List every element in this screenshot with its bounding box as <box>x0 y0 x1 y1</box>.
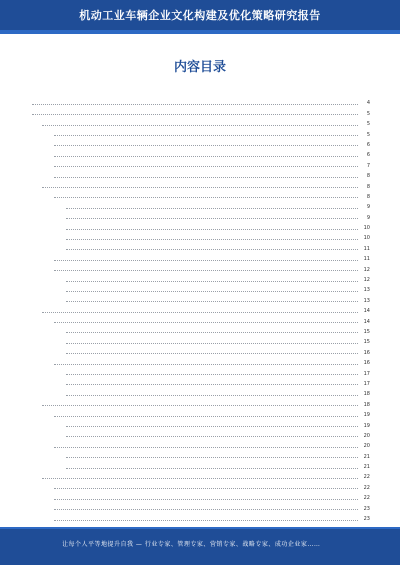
toc-page-number: 12 <box>363 277 370 284</box>
toc-leader-dots <box>54 135 358 136</box>
toc-entry[interactable] <box>30 501 370 511</box>
toc-entry[interactable] <box>30 138 370 148</box>
toc-page-number: 18 <box>363 391 370 398</box>
toc-leader-dots <box>54 509 358 510</box>
toc-leader-dots <box>66 374 358 375</box>
toc-entry[interactable] <box>30 273 370 283</box>
toc-page-number: 6 <box>366 152 370 159</box>
toc-leader-dots <box>54 145 358 146</box>
toc-page-number: 4 <box>366 100 370 107</box>
toc-entry[interactable] <box>30 283 370 293</box>
toc-leader-dots <box>42 125 358 126</box>
toc-entry[interactable] <box>30 127 370 137</box>
toc-leader-dots <box>42 312 358 313</box>
toc-entry[interactable] <box>30 221 370 231</box>
toc-entry[interactable] <box>30 491 370 501</box>
toc-page-number: 9 <box>366 204 370 211</box>
toc-leader-dots <box>54 416 358 417</box>
toc-leader-dots <box>66 281 358 282</box>
toc-entry[interactable] <box>30 366 370 376</box>
toc-entry[interactable] <box>30 449 370 459</box>
toc-entry[interactable] <box>30 96 370 106</box>
toc-leader-dots <box>66 343 358 344</box>
toc-leader-dots <box>54 364 358 365</box>
toc-page-number: 17 <box>363 380 370 387</box>
toc-page-number: 11 <box>363 256 370 263</box>
document-header <box>0 0 400 30</box>
document-footer <box>0 527 400 565</box>
toc-leader-dots <box>66 218 358 219</box>
toc-leader-dots <box>54 177 358 178</box>
toc-page-number: 6 <box>366 141 370 148</box>
toc-entry[interactable] <box>30 314 370 324</box>
toc-page-number: 11 <box>363 245 370 252</box>
toc-page-number: 19 <box>363 422 370 429</box>
toc-page-number: 22 <box>363 495 370 502</box>
toc-entry[interactable] <box>30 356 370 366</box>
toc-entry[interactable] <box>30 179 370 189</box>
toc-page-number: 21 <box>363 464 370 471</box>
toc-page-number: 10 <box>363 225 370 232</box>
toc-page-number: 8 <box>366 173 370 180</box>
toc-leader-dots <box>54 156 358 157</box>
toc-page <box>30 36 370 522</box>
document-title: 机动工业车辆企业文化构建及优化策略研究报告 <box>79 9 321 22</box>
toc-leader-dots <box>66 436 358 437</box>
toc-entry[interactable] <box>30 293 370 303</box>
toc-entry[interactable] <box>30 200 370 210</box>
toc-leader-dots <box>66 332 358 333</box>
toc-entry[interactable] <box>30 190 370 200</box>
toc-entry[interactable] <box>30 241 370 251</box>
toc-page-number: 19 <box>363 412 370 419</box>
toc-entry[interactable] <box>30 345 370 355</box>
toc-page-number: 5 <box>366 131 370 138</box>
toc-entry[interactable] <box>30 470 370 480</box>
toc-page-number: 10 <box>363 235 370 242</box>
toc-leader-dots <box>66 301 358 302</box>
toc-entry[interactable] <box>30 408 370 418</box>
toc-page-number: 16 <box>363 360 370 367</box>
toc-leader-dots <box>42 405 358 406</box>
footer-tagline: 让每个人平等地提升自我 — 行业专家、管理专家、营销专家、战略专家、成功企业家…… <box>62 541 321 548</box>
toc-leader-dots <box>66 291 358 292</box>
toc-page-number: 14 <box>363 308 370 315</box>
toc-page-number: 16 <box>363 349 370 356</box>
toc-page-number: 13 <box>363 297 370 304</box>
toc-leader-dots <box>32 104 358 105</box>
toc-entry[interactable] <box>30 387 370 397</box>
toc-heading: 内容目录 <box>173 60 226 75</box>
toc-page-number: 8 <box>366 183 370 190</box>
toc-leader-dots <box>66 395 358 396</box>
toc-page-number: 8 <box>366 193 370 200</box>
toc-leader-dots <box>54 260 358 261</box>
toc-entry[interactable] <box>30 106 370 116</box>
toc-entry[interactable] <box>30 262 370 272</box>
toc-leader-dots <box>32 114 358 115</box>
toc-page-number: 22 <box>363 474 370 481</box>
toc-entry[interactable] <box>30 418 370 428</box>
toc-entry[interactable] <box>30 335 370 345</box>
toc-page-number: 5 <box>366 110 370 117</box>
toc-leader-dots <box>54 447 358 448</box>
toc-leader-dots <box>54 322 358 323</box>
toc-leader-dots <box>54 270 358 271</box>
toc-page-number: 12 <box>363 266 370 273</box>
toc-page-number: 22 <box>363 484 370 491</box>
toc-leader-dots <box>42 187 358 188</box>
toc-entry[interactable] <box>30 148 370 158</box>
toc-page-number: 20 <box>363 432 370 439</box>
toc-leader-dots <box>66 249 358 250</box>
toc-page-number: 5 <box>366 121 370 128</box>
toc-leader-dots <box>66 353 358 354</box>
toc-leader-dots <box>42 478 358 479</box>
toc-entry[interactable] <box>30 117 370 127</box>
toc-leader-dots <box>66 468 358 469</box>
toc-leader-dots <box>54 520 358 521</box>
toc-page-number: 17 <box>363 370 370 377</box>
toc-leader-dots <box>66 384 358 385</box>
toc-page-number: 18 <box>363 401 370 408</box>
footer-accent-line <box>0 527 400 529</box>
toc-leader-dots <box>54 488 358 489</box>
toc-entry[interactable] <box>30 439 370 449</box>
toc-entry[interactable] <box>30 304 370 314</box>
toc-entry[interactable] <box>30 169 370 179</box>
toc-page-number: 21 <box>363 453 370 460</box>
toc-page-number: 23 <box>363 505 370 512</box>
toc-list <box>30 96 370 522</box>
toc-page-number: 9 <box>366 214 370 221</box>
toc-page-number: 23 <box>363 516 370 523</box>
toc-page-number: 15 <box>363 339 370 346</box>
toc-entry[interactable] <box>30 231 370 241</box>
toc-page-number: 20 <box>363 443 370 450</box>
toc-leader-dots <box>54 499 358 500</box>
toc-entry[interactable] <box>30 460 370 470</box>
toc-entry[interactable] <box>30 397 370 407</box>
toc-entry[interactable] <box>30 377 370 387</box>
toc-leader-dots <box>66 426 358 427</box>
toc-leader-dots <box>54 166 358 167</box>
toc-entry[interactable] <box>30 158 370 168</box>
toc-leader-dots <box>66 239 358 240</box>
toc-entry[interactable] <box>30 429 370 439</box>
toc-page-number: 7 <box>366 162 370 169</box>
toc-leader-dots <box>66 457 358 458</box>
toc-leader-dots <box>66 208 358 209</box>
toc-page-number: 15 <box>363 328 370 335</box>
toc-page-number: 13 <box>363 287 370 294</box>
toc-entry[interactable] <box>30 252 370 262</box>
header-accent-bar <box>0 30 400 34</box>
toc-leader-dots <box>54 197 358 198</box>
toc-entry[interactable] <box>30 512 370 522</box>
toc-entry[interactable] <box>30 325 370 335</box>
toc-entry[interactable] <box>30 210 370 220</box>
toc-page-number: 14 <box>363 318 370 325</box>
toc-leader-dots <box>66 229 358 230</box>
toc-entry[interactable] <box>30 480 370 490</box>
